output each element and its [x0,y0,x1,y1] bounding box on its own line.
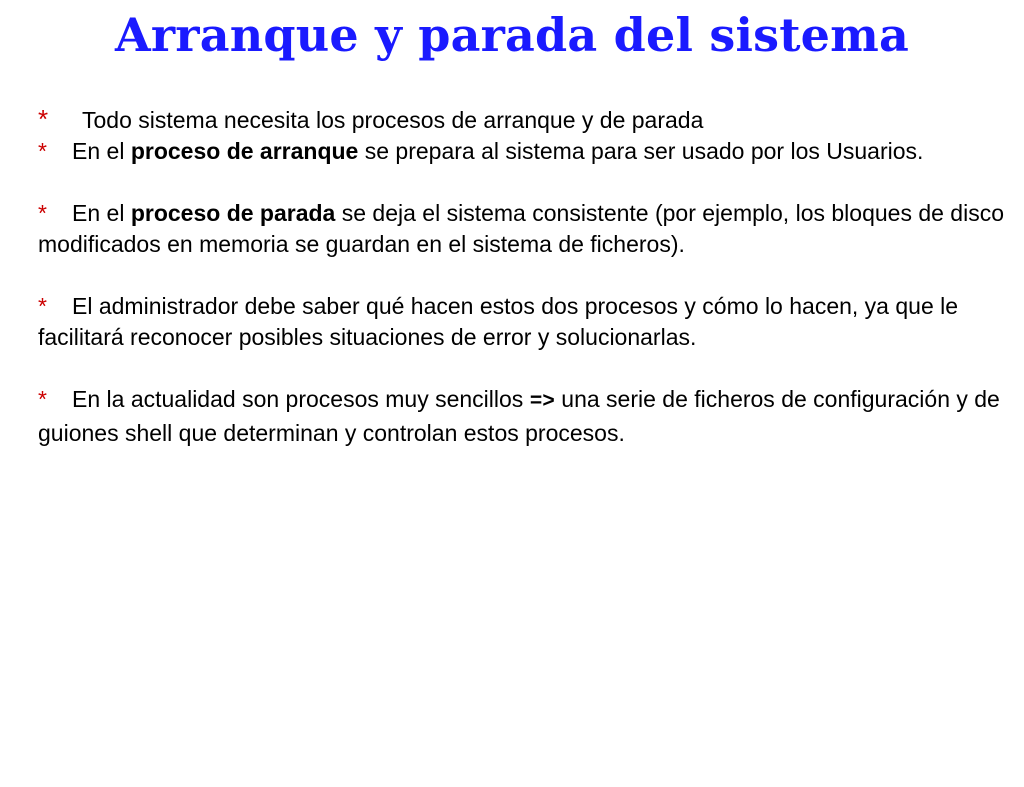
paragraph-1-text: Todo sistema necesita los procesos de arranque y de parada [82,107,704,133]
bullet-star: * [38,293,47,319]
paragraph-3-before: En el [72,200,131,226]
bullet-star: * [38,200,47,226]
arrow-symbol: => [529,391,555,414]
bullet-star: * [38,386,47,412]
bullet-star: * [38,104,49,134]
paragraph-1 [38,104,1008,136]
paragraph-3-after: se deja el sistema consistente (por ejemplo, los bloques de disco modificados en memoria se guardan en el sistema de ficheros). [38,200,1004,257]
paragraph-4 [38,291,1008,353]
paragraph-3 [38,198,1008,260]
paragraph-2 [38,136,1008,167]
paragraph-5 [38,384,1008,449]
paragraph-5-before: En la actualidad son procesos muy sencillos [72,386,530,412]
paragraph-2-bold: proceso de arranque [130,138,359,164]
paragraph-4-text: El administrador debe saber qué hacen estos dos procesos y cómo lo hacen, ya que le facilitará reconocer posibles situaciones de error y solucionarlas. [38,293,959,350]
paragraph-5-after: una serie de ficheros de configuración y de guiones shell que determinan y controlan estos procesos. [38,386,1000,446]
paragraph-2-after: se prepara al sistema para ser usado por los Usuarios. [358,138,924,164]
paragraph-2-before: En el [72,138,131,164]
slide-title: Arranque y parada del sistema [114,8,910,62]
slide-body [38,104,1008,449]
paragraph-3-bold: proceso de parada [130,200,336,226]
bullet-star: * [38,138,47,164]
